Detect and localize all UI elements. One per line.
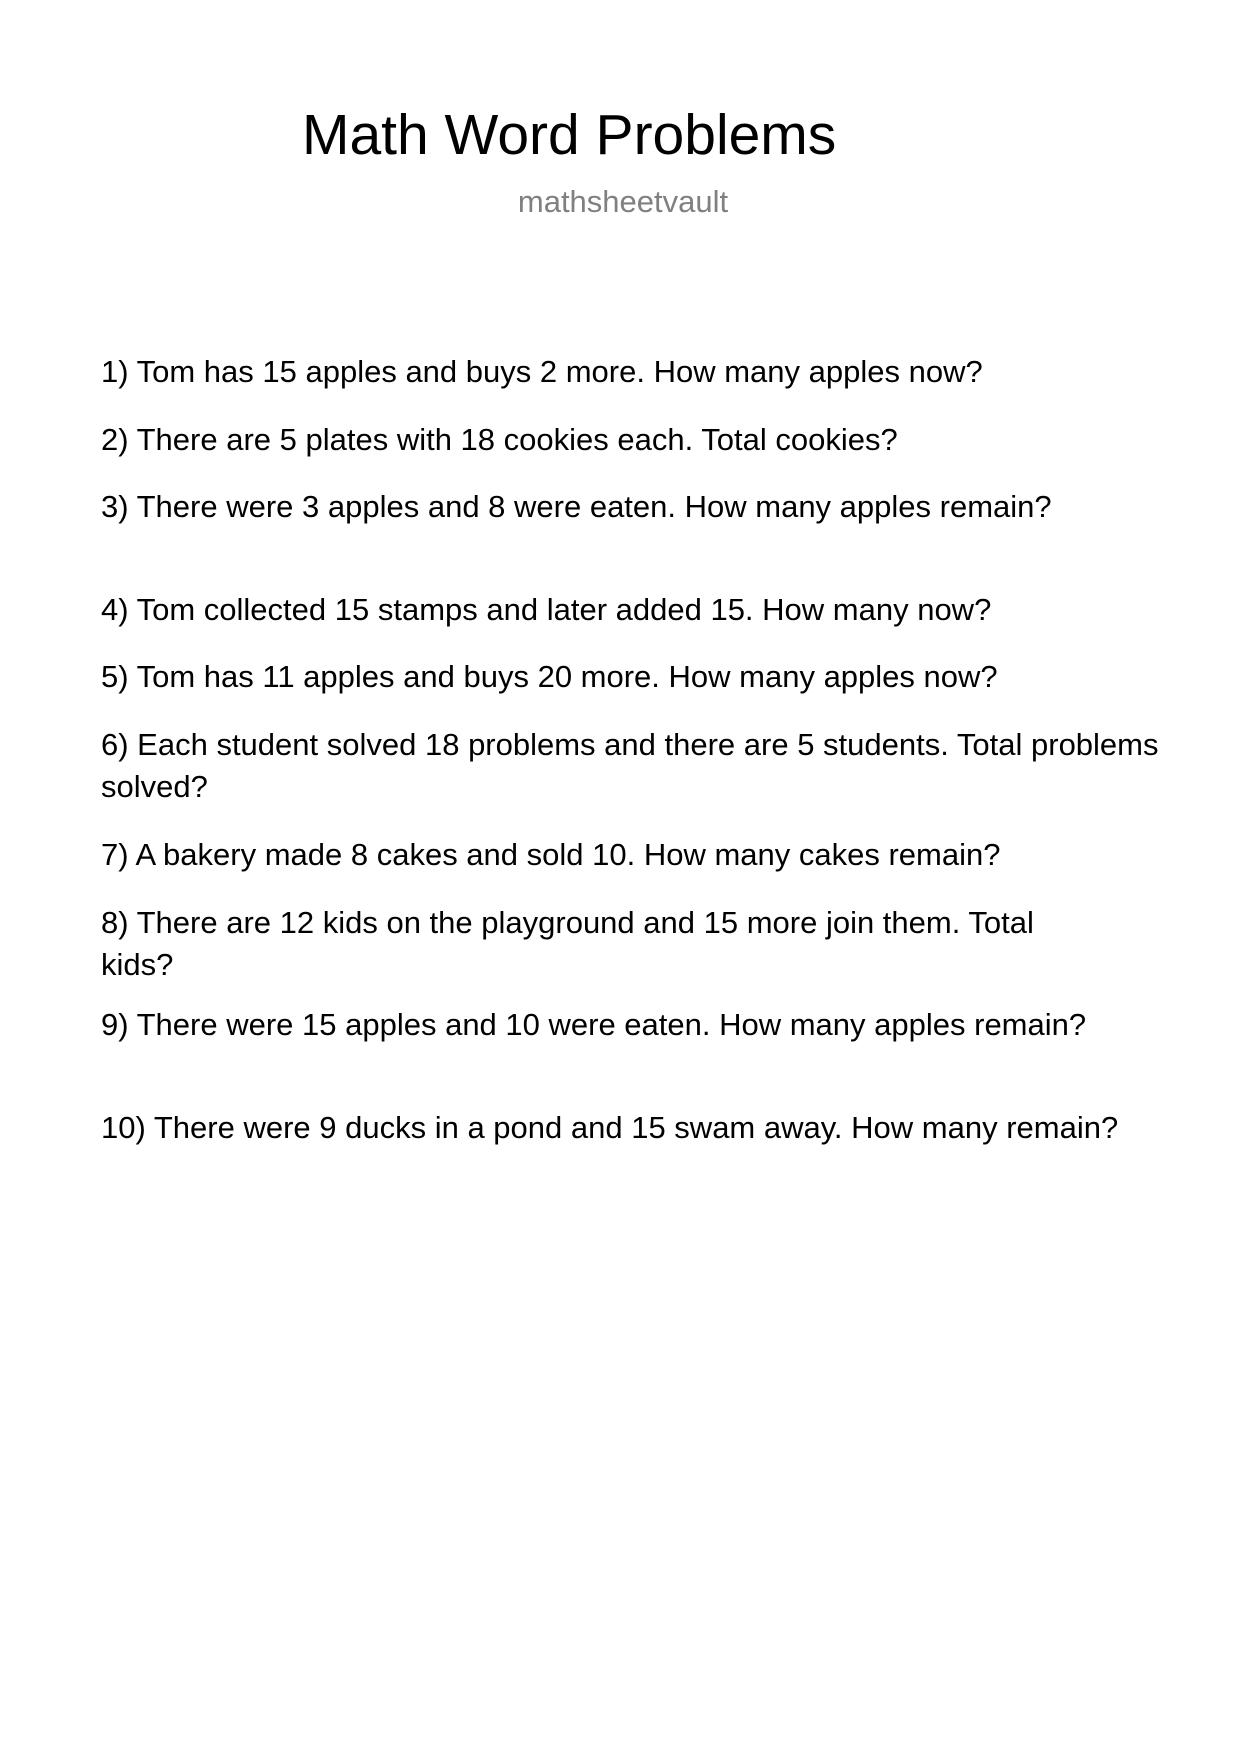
problem-1: 1) Tom has 15 apples and buys 2 more. How many apples now?	[101, 354, 983, 389]
problem-8: 8) There are 12 kids on the playground and 15 more join them. Total kids?	[101, 905, 1034, 982]
problem-5: 5) Tom has 11 apples and buys 20 more. How many apples now?	[101, 659, 998, 694]
page-subtitle: mathsheetvault	[517, 184, 729, 219]
problem-9: 9) There were 15 apples and 10 were eaten. How many apples remain?	[101, 1007, 1087, 1042]
problem-3: 3) There were 3 apples and 8 were eaten. How many apples remain?	[101, 489, 1052, 524]
problem-4: 4) Tom collected 15 stamps and later added 15. How many now?	[101, 592, 992, 627]
problem-6: 6) Each student solved 18 problems and there are 5 students. Total problems solved?	[101, 727, 1159, 804]
problem-7: 7) A bakery made 8 cakes and sold 10. How many cakes remain?	[101, 837, 1001, 872]
problem-10: 10) There were 9 ducks in a pond and 15 swam away. How many remain?	[101, 1110, 1119, 1145]
page-title: Math Word Problems	[302, 103, 837, 167]
problem-2: 2) There are 5 plates with 18 cookies each. Total cookies?	[101, 422, 898, 457]
